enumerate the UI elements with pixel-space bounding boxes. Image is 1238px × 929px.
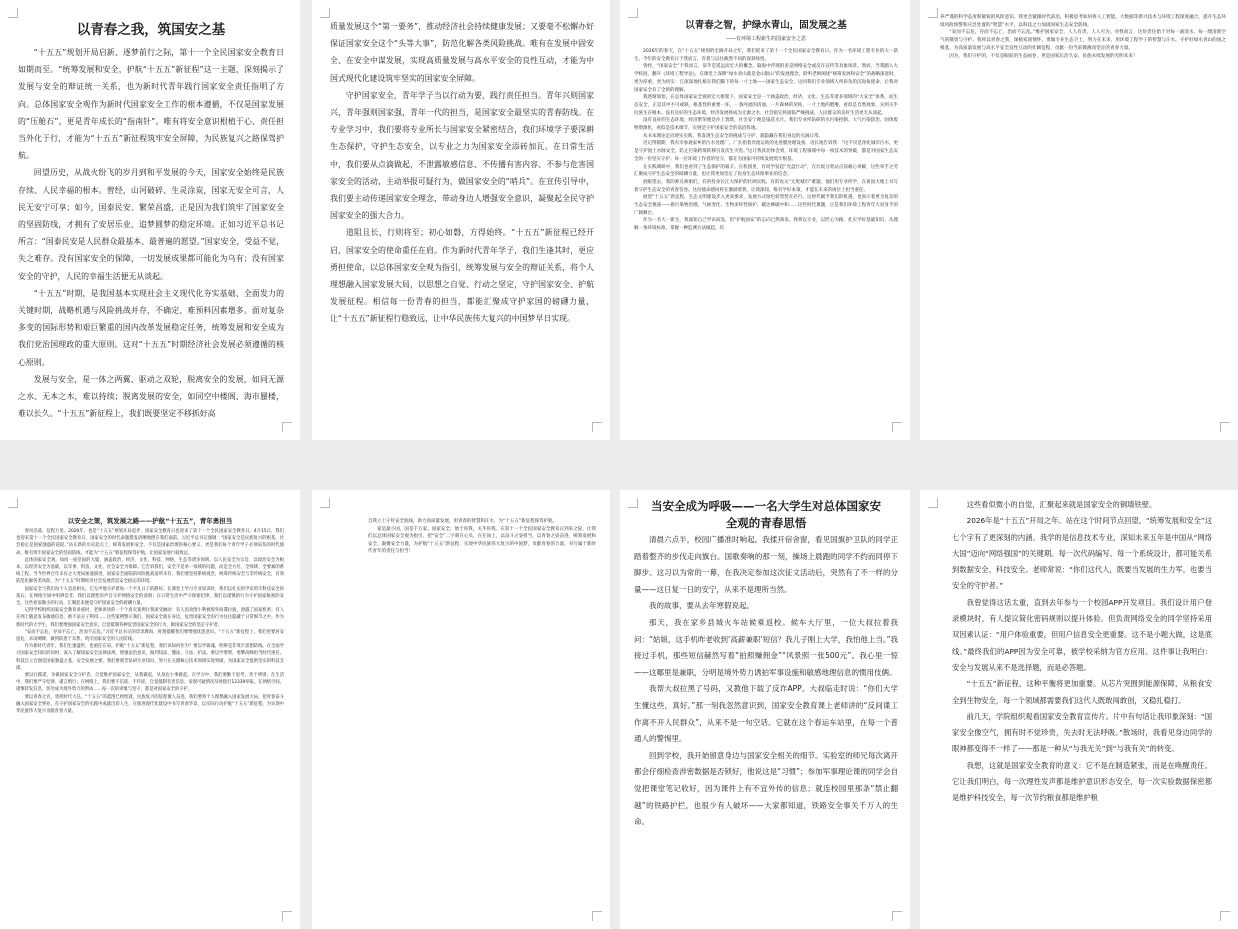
document-page-5 (0, 490, 300, 929)
paragraph: 要以青春之名，勇担时代大任。“十五五”的蓝图已经绘就，民族复兴的征程催人奋进。我们要将个人理想融入国家发展大局，把青春奋斗融入国家安全事业，在守护国家安全的实践中成就出彩人生，在推进现代化建设中书写青春华章，以实际行动护航“十五五”新征程，为实现中华民族伟大复兴贡献青春力量。 (16, 694, 284, 715)
paragraph: 作为一名大一新生，我深知自己学识尚浅，但“护航国安”的志向已然萌发。我将以专业，以匠心为路，扎实学好基础知识，从理解一条环境标准、掌握一种监测方法做起，培 (634, 218, 898, 232)
paragraph: 这些看似微小的自觉，汇聚起来就是国家安全的铜墙铁壁。 (966, 500, 1157, 509)
paragraph: 我的故事，要从去年寒假说起。 (649, 601, 754, 611)
paragraph: 回望历史，从战火纷飞的岁月到和平发展的今天，国家安全始终是民族存续、人民幸福的根本。曾经，山河破碎、生灵涂炭，国家无安全可言，人民无安宁可享；如今，国泰民安、繁荣昌盛，正是因为我们筑牢了国家安全的坚固防线，才拥有了安居乐业、追梦圆梦的稳定环境。正如习近平总书记所言：“国泰民安是人民群众最基本、最普遍的愿望。”国家安全，受益不觉，失之难存。没有国家安全的保障，一切发展成果都可能化为乌有；没有国家安全的守护，人民的幸福生活便无从谈起。 (18, 168, 284, 281)
paragraph: 我帮大叔拉黑了号码，又教他下载了反诈APP。大叔临走时说：“你们大学生懂这些，真好。”那一刻我忽然意识到，国家安全教育课上老师讲的“反间谍工作离不开人民群众”，从来不是一句空话。它就在这个春运车站里，在每一个普通人的警惕里。 (634, 684, 898, 744)
paragraph: 清晨六点半，校园广播准时响起。我揉开宿舍窗，看见国旗护卫队的同学正踏着整齐的步伐走向旗台。国歌奏响的那一刻，操场上晨跑的同学不约而同停下脚步。这习以为常的一幕，在我决定参加这次征文活动后，突然有了不一样的分量——这日复一日的安宁，从来不是理所当然。 (634, 535, 898, 594)
paragraph: 我曾觉得这话太重，直到去年参与一个校园APP开发项目。我们设计用户登录模块时，有人提议简化密码规则以提升体验。但负责网络安全的同学坚持采用双因素认证：“用户体验重要，但用户信息安全更重要。这不是小题大做，这是底线。”最终我们的APP因为安全可靠，被学校采纳为官方应用。这件事让我明白：安全与发展从来不是选择题，而是必答题。 (952, 597, 1212, 672)
paragraph: 记得学校组织国家安全教育讲座时，老师讲述的一个个真实案例让我深受触动：有人因贪图小利被境外间谍拉拢，泄露了国家机密；有人在网上随意发布敏感信息，被不法分子利用……这些案例警示我们，国家安全就在身边，危害国家安全的行为往往隐藏于日常细节之中。作为新时代的大学生，我们要增强国家安全意识，自觉抵制各种危害国家安全的行为，做国家安全的坚定守护者。 (16, 608, 284, 628)
document-page-7 (620, 490, 910, 929)
essay-title-1: 以青春之我，筑国安之基 (76, 22, 226, 38)
paragraph: 总体国家安全观，如同一座坚固的大厦，涵盖政治、经济、文化、科技、网络、生态等诸多领域，以人民安全为宗旨，以政治安全为根本，以经济安全为基础，以军事、科技、文化、社会安全为保障。它告诉我们，安全不是单一领域的问题，而是全方位、全领域、全要素的系统工程。当今世界百年未有之大变局加速演进，国家安全面临的风险挑战前所未有，我们要坚持系统观念，统筹传统安全与非传统安全，有效防范化解各类风险，为“十五五”时期经济社会发展营造安全稳定的环境。 (16, 557, 284, 585)
paragraph: 在实践调研中，我们也看到了生态保护的艰辛。在校园里，有同学发起“光盘行动”，在垃圾分类站点前耐心讲解，这些举手之劳汇聚成守护生态安全的磅礴力量，也让我更加坚定了投身生态环保事业的信念。 (634, 164, 898, 178)
paragraph: 要以行践诺，争做国家安全守护者。自觉维护国家安全，从我做起，从身边小事做起。在学习中，我们要勤于思考、善于辨别；在生活中，我们要严守纪律、谨言慎行；在网络上，我们要不信谣、不传谣，自觉抵制有害信息，发现可疑情况及时拨打12339举报。在网络空间，谨慎转发信息，切勿成为境外势力的帮凶……每一次的审慎与坚守，都是对国家安全的守护。 (16, 673, 284, 693)
essay-subtitle-2: ——有环境工程新生的国家安全之思 (725, 36, 806, 42)
paragraph: 2026年是“十五五”开局之年。站在这个时间节点回望，“统筹发展和安全”这七个字有了更深刻的内涵。我学的是信息技术专业，深知未来五年是中国从“网络大国”迈向“网络强国”的关键期。每一次代码编写、每一个系统设计，都可能关系到数据安全、科技安全。老师常说：“你们这代人，既要当发展的生力军，也要当安全的守护者。” (952, 516, 1212, 591)
paragraph: 我想，这就是国家安全教育的意义：它不是在制造紧张，而是在唤醒责任。它让我们明白，每一次理性发声都是维护意识形态安全，每一次实验数据保密都是维护科技安全，每一次节约粮食都是维护粮 (952, 760, 1212, 803)
paragraph: 那天，我在家乡县城火车站候乘返校。候车大厅里，一位大叔拉着我问：“姑娘，这手机昨老收到‘高薪兼职’短信？我儿子刚上大学，我怕他上当。”我接过手机，那些短信赫然写着“拍照赚佣金”“风景照一张500元”。我心里一惊——这哪里是兼职，分明是境外势力诱拍军事设施和敏感地理信息的惯用伎俩。 (634, 617, 898, 677)
paragraph: 自我立上守好安全底线，助力高质量发展，用青春的智慧和汗水，为“十五五”新征程保驾护航。 (368, 519, 558, 524)
document-page-1 (0, 0, 300, 440)
document-page-8 (920, 490, 1238, 929)
paragraph: “安而不忘危，存而不忘亡，治而不忘乱。”维护国家安全，人人有责，人人可为。对我而言，这份责任始于对每一滴清水、每一缕清新空气的敬畏与守护。我将以青春之我，深植家国情怀，勇做专业生态卫士，努力在未来，用环境工程学子的智慧与汗水，守护好绿水青山的国之根基，为高质量发展与高水平安全良性互动的壮阔征程，贡献一份当前微薄而坚定的青春力量。 (940, 30, 1226, 51)
document-page-6 (312, 490, 610, 929)
paragraph: 春风浩荡，征程万里。2026年，也是“十五五”规划开局起步，国家安全教育日也迎来了第十一个全民国家安全教育日。4月15日，我们也迎来第十一个全民国家安全教育日，国家安全的时代命题愈发清晰地摆在我们面前。习近平总书记强调：“国家安全是民族复兴的根基，社会稳定是国家强盛的前提。”站在新的历史起点上，统筹发展和安全，不仅是国家治理的核心要义，更是我们每个青年学子必须肩负的时代使命。唯有筑牢国家安全的坚固防线，才能为“十五五”新征程保驾护航，让国家发展行稳致远。 (16, 529, 284, 556)
paragraph: “十五五”时期，是我国基本实现社会主义现代化夯实基础、全面发力的关键时期，战略机遇与风险挑战并存，不确定、难预料因素增多。面对复杂多变的国际形势和艰巨繁重的国内改革发展稳定任务，统筹发展和安全成为我们党治国理政的重大原则。这对“十五五”时期经济社会发展必须遵循的核心原则。 (18, 288, 284, 367)
paragraph: 守护国家安全，青年学子当以行动为要，践行责任担当。青年兴则国家兴，青年强则国家强，青年一代的担当，是国家安全最坚实的青春防线。在专业学习中，我们要将专业所长与国家安全紧密结合，我们环境学子要深耕生态保护，守护生态安全，以专业之力为国家安全添砖加瓦。在日常生活中，我们要从点滴做起，不泄露敏感信息、不传播有害内容、不参与危害国家安全的活动，主动举报可疑行为，做国家安全的“哨兵”。在宣传引导中，我们要主动传递国家安全理念，带动身边人增强安全意识，凝聚起全民守护国家安全的强大合力。 (330, 90, 594, 221)
paragraph: 曾经，“国家安全”于我而言，似乎是遥远而宏大的概念。脑海中浮现的多是网络安全或反诈宣传等具象场景。然而，当我踏入大学校园，翻开《环境工程导论》，在课堂上深耕“绿水青山就是金山银山”的发展理念，聆听老师阐述“统筹发展和安全”的战略深意时，更为厚重，更为切实：它深深地扎根在我们脚下的每一寸土地——国家生态安全。这同我们专业领域人所肩负的沉甸甸使命，让我对国家安全有了全新的理解。 (634, 64, 898, 93)
paragraph: 道阻且长，行则将至；初心如磐，方得始终。“十五五”新征程已经开启，国家安全的使命重任在肩。作为新时代青年学子，我们生逢其时，更应勇担使命，以总体国家安全观为指引，统筹发展与安全的辩证关系，将个人理想融入国家发展大局，以思想之自觉、行动之坚定，守护国家安全、护航发展征程。相信每一份青春的担当，都能汇聚成守护家国的磅礴力量，让“十五五”新征程行稳致远，让中华民族伟大复兴的中国梦早日实现。 (330, 228, 594, 324)
paragraph: 2026年的春天，在“十五五”规划的宏阔开局之年，我们迎来了第十一个全民国家安全教育日。作为一名环境工程专业的大一新生，今年的安全教育日于我而言，有着与以往截然不同的深刻体悟。 (634, 49, 898, 62)
document-page-4 (920, 0, 1238, 440)
paragraph: 前几天，学院组织观看国家安全教育宣传片。片中有句话让我印象深刻：“国家安全像空气，拥有时不觉珍贵，失去时无法呼吸。”散场时，我看见身边同学的眼神都变得不一样了——那是一种从“与我无关”到“与我有关”的转变。 (952, 711, 1212, 754)
paragraph: 从书本理论走向现实实践，我发现生态安全的挑战与守护，就隐藏在我们身边的点滴日常。 (643, 133, 823, 139)
essay-title-4-line-2: 全观的青春思悟 (725, 516, 807, 530)
paragraph: 近记得假期，我有幸参观家乡的污水处理厂。厂长指着奔流运转的先进膜处理设备，语长地告诉我：“这不仅是净化城市污水，更是守护国土水脉安全，防止污染跨境转移引发次生灾害。”这让我真切体会到，环境工程领域中每一项技术的突破，都是对国家生态安全的一份坚实守护；每一位环境工作者的坚守，都在为国家可持续发展筑牢根基。 (634, 141, 898, 162)
paragraph: 家是最小国，国是千万家。国家安全，始于你我，关乎你我。在第十一个全民国家安全教育日到来之际，让我们以总体国家安全观为指引，把“安全”二字刻在心头，在在岗上，以奋斗之姿担当，以青春之姿奋进，统筹发展和安全，凝聚安全力量，为护航“十五五”新征程，实现中华民族伟大复兴的中国梦，贡献青春的力量，书写属于新时代青年的责任与担当！ (368, 526, 596, 555)
essay-title-3: 以安全之策，筑发展之路——护航“十五五”，青年勇担当 (67, 517, 233, 525)
paragraph: 没有良好的生态环境，经济繁荣便是沙上筑塔，社会安宁便是镜花水月。我们专业所钻研的水污染控制、大气污染防治、固体废物资源化，看似是技术细节，实则是守护国家安全的前沿阵地。 (634, 118, 898, 132)
paragraph: “十五五”规划开局启新、逐梦前行之际，第十一个全民国家安全教育日如期而至。“统筹发展和安全，护航“十五五”新征程”这一主题，深刻揭示了发展与安全的辩证统一关系，也为新时代青年践行国家安全责任指明了方向。总体国家安全观作为新时代国家安全工作的根本遵循，不仅是国家发展的“压舱石”，更是青年成长的“指南针”。唯有将安全意识根植于心、责任担当外化于行，才能为“十五五”新征程筑牢安全屏障，为民族复兴之路保驾护航。 (18, 48, 284, 161)
essay-title-4-line-1: 当安全成为呼吸——一名大学生对总体国家安 (651, 499, 881, 513)
paragraph: 展望“十五五”新征程，生态文明建设步入更高要求，发展方式绿色转型势在必行。这时代赋予我们的机遇，也预示着更为复杂的生态安全挑战——新污染物治理、气候变化、生物多样性保护、碳达峰碳中和……这些时代课题，正是我们环境工程青年大显身手的广阔舞台。 (634, 195, 898, 216)
paragraph: 国家安全与我们每个人息息相关，它无声地守护着每一个平凡日子的静好。在课堂上学习专业知识时，我们以扎实的学识筑牢科技安全的基石；在网络空间中明辨是非，我们以理性的声音守护网络安全的清朗；在日常生活中严守保密纪律，我们以谨慎的行为守护国家秘密的安全。这些看似微小的行动，汇聚起来便是守护国家安全的磅礴力量。 (16, 586, 284, 607)
document-page-3 (620, 0, 910, 440)
paragraph: 回到学校，我开始留意身边与国家安全相关的细节。实验室的师兄每次离开都会仔细检查涉密数据是否锁好，他说这是“习惯”；参加军事理论课的同学会自觉把课堂笔记收好，因为课件上有不宜外传的信息；就连校园里那条“禁止翻越”的铁路护栏，也很少有人破坏——大家都知道，铁路安全事关千万人的生命。 (634, 750, 898, 827)
essay-title-4 (634, 498, 898, 532)
paragraph: 因为，我们守护的，不仅是眼前的生态画卷，更是国家长治久安、民族永续发展的光明未来！ (949, 53, 1138, 59)
paragraph: “安而不忘危，存而不忘亡，治而不忘乱。”习近平总书记的谆谆教诲，时刻提醒我们要增强忧患意识。“十五五”新征程上，我们更要居安思危、未雨绸缪，做到防患于未然，筑牢国家安全的人民防线。 (16, 629, 284, 643)
paragraph: “十五五”新征程，这种平衡将更加重要。从芯片突围到能源保障，从粮食安全到生物安全，每一个领域都需要我们这代人既敢闯敢创，又稳扎稳打。 (952, 679, 1212, 705)
paragraph: 养严谨的科学态度和敏锐的风险意识。我更会紧跟时代前沿，积极思考如何将人工智能、大数据等新兴技术与环境工程深度融合，提升生态环境风险预警和应急处置的“智慧”水平，以科技之力加固国家生态安全防线。 (940, 15, 1226, 28)
paragraph: 放眼望去，我的师兄师姐们，有的投身长江大保护的壮阔实践，有的攻关“无废城市”难题，他们用专业所学，在祖国大地上书写着守护生态安全的青春答卷。这份使命感同样在激励着我，让我深知，唯有学好本领，才能在未来的岗位上担当重任。 (634, 179, 898, 193)
paragraph: 作为新时代青年，我们生逢盛世，也重任在肩。护航“十五五”新征程，我们该如何作为？要以学铸魂，明辨是非筑牢思想防线。在全面学习国家安全知识的同时，深入了解国家安全法律法规，增强法治意识，做到知法、懂法、守法、护法。要以学增智，勇攀高峰担当时代重任。科技自立自强是国家强盛之基，安全发展之要。我们要刻苦钻研专业知识，努力在关键核心技术领域实现突破，为国家安全提供坚实的科技支撑。 (16, 644, 284, 671)
paragraph: 质量发展这个“第一要务”，推动经济社会持续健康发展；又要毫不松懈办好保证国家安全这个“头等大事”，防范化解各类风险挑战。唯有在发展中固安全、在安全中谋发展，实现高质量发展与高水平安全的良性互动，才能为中国式现代化建设筑牢坚实的国家安全屏障。 (330, 22, 594, 83)
paragraph: 我逐渐领悟，在总体国家安全观的宏大框架下，国家安全是一个涵盖政治、经济、文化、生态等诸多领域的“大安全”体系。而生态安全，正是其中不可或缺、根基性的重要一环。一条河流的清浊，一片森林的荣枯，一寸土地的肥瘠，看似是自然现象，实则关乎民族生存根本。没有良好的生态环境，经济发展将成为无源之水，社会稳定将面临严峻挑战，人民群众的美好生活更无从谈起。 (634, 95, 898, 116)
document-page-2 (312, 0, 610, 440)
paragraph: 发展与安全，是一体之两翼、驱动之双轮，脱离安全的发展，如同无源之水、无本之木，难以持续；脱离发展的安全，如同空中楼阁、海市蜃楼，难以长久。“十五五”新征程上，我们既要坚定不移抓好高 (18, 374, 284, 419)
essay-title-2: 以青春之智，护绿水青山，固发展之基 (685, 20, 847, 31)
